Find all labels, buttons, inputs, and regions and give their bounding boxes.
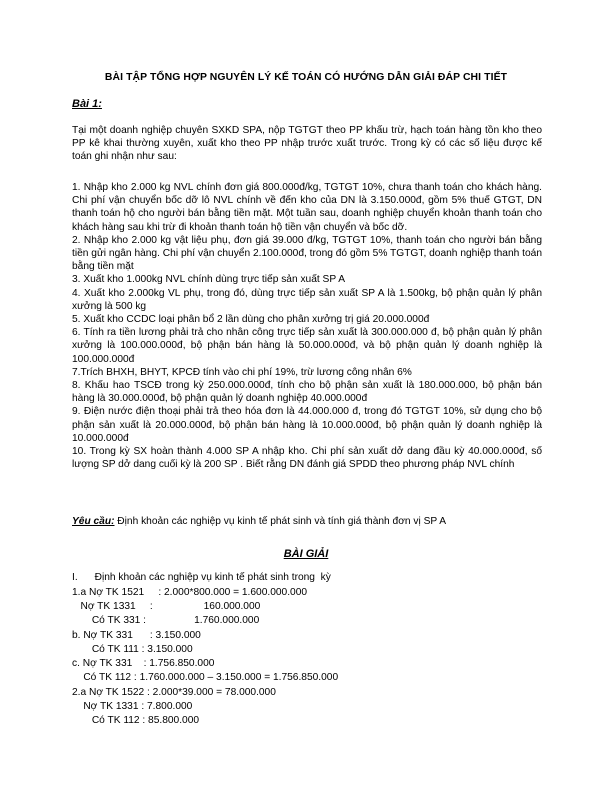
solution-line: 1.a Nợ TK 1521 : 2.000*800.000 = 1.600.000.000 (72, 587, 308, 598)
solution-line: Nợ TK 1331 : 160.000.000 (72, 601, 261, 612)
solution-line: Có TK 112 : 85.800.000 (72, 715, 200, 726)
requirement-text: Định khoản các nghiệp vụ kinh tế phát sinh và tính giá thành đơn vị SP A (114, 516, 447, 527)
list-item: 10. Trong kỳ SX hoàn thành 4.000 SP A nhập kho. Chi phí sản xuất dở dang đầu kỳ 40.000.000đ, số lượng SP dở dang cuối kỳ là 200 SP . Biết rằng DN đánh giá SPDD theo phương pháp NVL chính (72, 446, 542, 471)
solution-title: BÀI GIẢI (283, 548, 329, 560)
solution-line: Nợ TK 1331 : 7.800.000 (72, 701, 193, 712)
solution-line: Có TK 331 : 1.760.000.000 (72, 615, 260, 626)
solution-line: Có TK 112 : 1.760.000.000 – 3.150.000 = 1.756.850.000 (72, 672, 339, 683)
list-item: 1. Nhập kho 2.000 kg NVL chính đơn giá 800.000đ/kg, TGTGT 10%, chưa thanh toán cho khách hàng. Chi phí vận chuyển bốc dỡ lô NVL chính về đến kho của DN là 3.150.000đ, gồm 5% thuế GTGT, DN thanh toán hộ cho người bán bằng tiền mặt. Một tuần sau, doanh nghiệp chuyển khoản thanh toán cho khách hàng sau khi trừ đi khoản thanh toán hộ tiền vận chuyển và bốc dỡ. (72, 182, 542, 233)
list-item: 5. Xuất kho CCDC loại phân bổ 2 lần dùng cho phân xưởng trị giá 20.000.000đ (72, 314, 430, 326)
solution-line: 2.a Nợ TK 1522 : 2.000*39.000 = 78.000.000 (72, 687, 276, 698)
solution-line: Có TK 111 : 3.150.000 (72, 644, 193, 655)
solution-line: I. Định khoản các nghiệp vụ kinh tế phát sinh trong kỳ (72, 572, 331, 583)
list-item: 2. Nhập kho 2.000 kg vật liệu phụ, đơn giá 39.000 đ/kg, TGTGT 10%, thanh toán cho người bán bằng tiền gửi ngân hàng. Chi phí vận chuyển 2.100.000đ, trong đó gồm 5% TGTGT, doanh nghiệp thanh toán bằng tiền mặt (72, 234, 542, 273)
list-item: 6. Tính ra tiền lương phải trả cho nhân công trực tiếp sản xuất là 300.000.000 đ, bộ phận quản lý phân xưởng là 100.000.000đ, bộ phận bán hàng là 50.000.000đ, và bộ phận quản lý doanh nghiệp là 100.000.000đ (72, 327, 542, 365)
exercise-heading: Bài 1: (72, 98, 102, 110)
document-title: BÀI TẬP TỔNG HỢP NGUYÊN LÝ KẾ TOÁN CÓ HƯỚNG DẪN GIẢI ĐÁP CHI TIẾT (104, 72, 508, 83)
solution-line: c. Nợ TK 331 : 1.756.850.000 (72, 658, 215, 669)
requirement (72, 516, 542, 527)
list-item: 4. Xuất kho 2.000kg VL phụ, trong đó, dùng trực tiếp sản xuất SP A là 1.500kg, bộ phận quản lý phân xưởng là 500 kg (72, 287, 542, 312)
list-item: 8. Khấu hao TSCĐ trong kỳ 250.000.000đ, tính cho bộ phận sản xuất là 180.000.000, bộ phận bán hàng là 30.000.000đ, bộ phận quản lý doanh nghiệp 40.000.000đ (72, 380, 542, 405)
requirement-label: Yêu cầu: (72, 516, 115, 527)
intro-paragraph: Tại một doanh nghiệp chuyên SXKD SPA, nộp TGTGT theo PP khấu trừ, hạch toán hàng tồn kho theo PP kê khai thường xuyên, xuất kho theo PP nhập trước xuất trước. Trong kỳ có các số liệu được kế toán ghi nhận như sau: (72, 125, 542, 163)
solution-line: b. Nợ TK 331 : 3.150.000 (72, 630, 201, 641)
transaction-list (72, 181, 542, 471)
list-item: 3. Xuất kho 1.000kg NVL chính dùng trực tiếp sản xuất SP A (72, 274, 346, 286)
list-item: 7.Trích BHXH, BHYT, KPCĐ tính vào chi phí 19%, trừ lương công nhân 6% (72, 366, 412, 378)
list-item: 9. Điện nước điện thoại phải trả theo hóa đơn là 44.000.000 đ, trong đó TGTGT 10%, sử dụng cho bộ phận sản xuất là 20.000.000đ, bộ phận bán hàng là 10.000.000đ, bộ phận quản lý doanh nghiệp là 10.000.000đ (72, 406, 542, 444)
